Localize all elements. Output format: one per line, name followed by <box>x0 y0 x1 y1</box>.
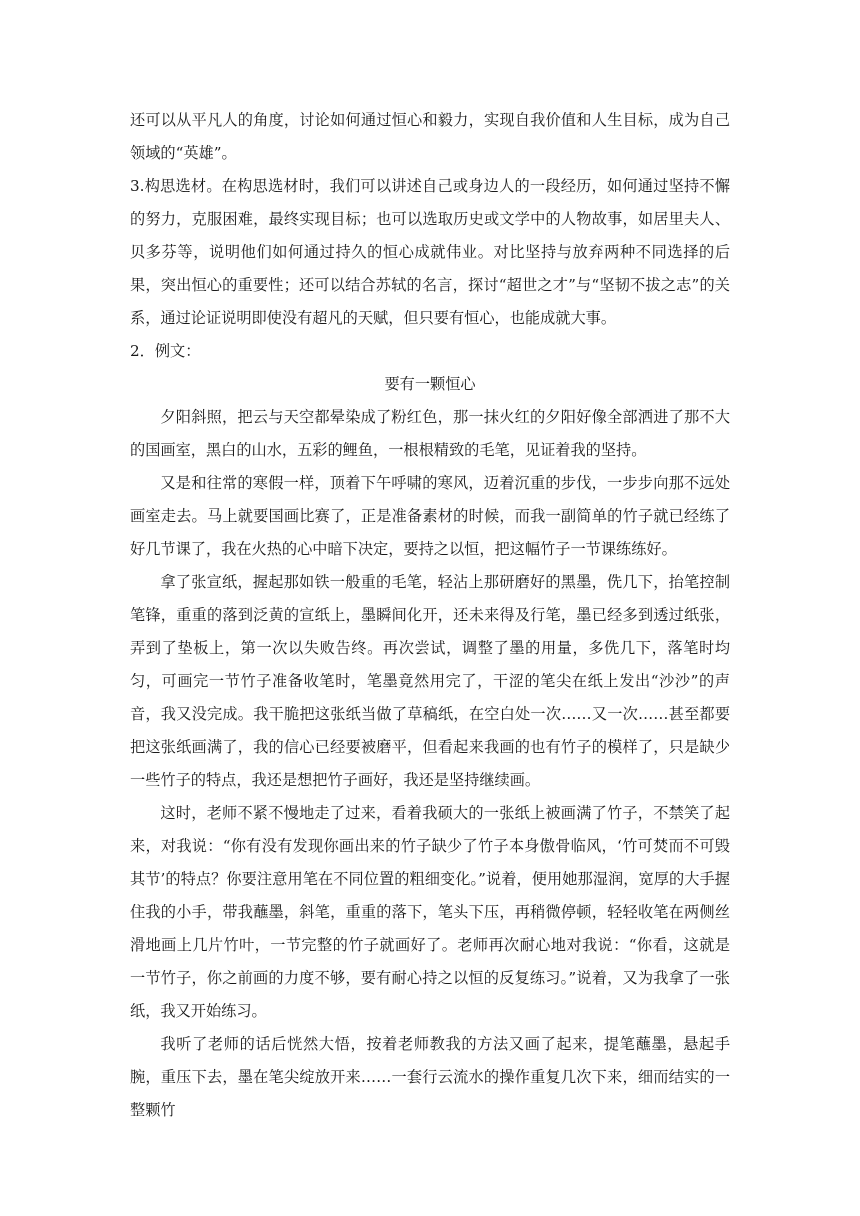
body-paragraph: 我听了老师的话后恍然大悟，按着老师教我的方法又画了起来，提笔蘸墨，悬起手腕，重压下去，墨在笔尖绽放开来……一套行云流水的操作重复几次下来，细而结实的一整颗竹 <box>130 1035 730 1119</box>
section-heading: 2．例文： <box>130 342 201 360</box>
body-paragraph: 3.构思选材。在构思选材时，我们可以讲述自己或身边人的一段经历，如何通过坚持不懈的努力，克服困难，最终实现目标；也可以选取历史或文学中的人物故事，如居里夫人、贝多芬等，说明他们如何通过持久的恒心成就伟业。对比坚持与放弃两种不同选择的后果，突出恒心的重要性；还可以结合苏轼的名言，探讨“超世之才”与“坚韧不拔之志”的关系，通过论证说明即使没有超凡的天赋，但只要有恒心，也能成就大事。 <box>130 177 730 327</box>
body-paragraph: 夕阳斜照，把云与天空都晕染成了粉红色，那一抹火红的夕阳好像全部洒进了那不大的国画室，黑白的山水，五彩的鲤鱼，一根根精致的毛笔，见证着我的坚持。 <box>130 408 730 459</box>
body-paragraph: 拿了张宣纸，握起那如铁一般重的毛笔，轻沾上那研磨好的黑墨，侁几下，抬笔控制笔锋，重重的落到泛黄的宣纸上，墨瞬间化开，还未来得及行笔，墨已经多到透过纸张，弄到了垫板上，第一次以失败告终。再次尝试，调整了墨的用量，多侁几下，落笔时均匀，可画完一节竹子准备收笔时，笔墨竟然用完了，干涩的笔尖在纸上发出“沙沙”的声音，我又没完成。我干脆把这张纸当做了草稿纸，在空白处一次……又一次……甚至都要把这张纸画满了，我的信心已经要被磨平，但看起来我画的也有竹子的模样了，只是缺少一些竹子的特点，我还是想把竹子画好，我还是坚持继续画。 <box>130 573 730 789</box>
essay-title: 要有一颗恒心 <box>384 375 476 393</box>
body-paragraph: 这时，老师不紧不慢地走了过来，看着我硕大的一张纸上被画满了竹子，不禁笑了起来，对我说：“你有没有发现你画出来的竹子缺少了竹子本身傲骨临风，‘竹可焚而不可毁其节’的特点？你要注意用笔在不同位置的粗细变化。”说着，便用她那湿润，宽厚的大手握住我的小手，带我蘸墨，斜笔，重重的落下，笔头下压，再稍微停顿，轻轻收笔在两侧丝滑地画上几片竹叶，一节完整的竹子就画好了。老师再次耐心地对我说：“你看，这就是一节竹子，你之前画的力度不够，要有耐心持之以恒的反复练习。”说着，又为我拿了一张纸，我又开始练习。 <box>130 804 730 1020</box>
body-paragraph: 还可以从平凡人的角度，讨论如何通过恒心和毅力，实现自我价值和人生目标，成为自己领域的“英雄”。 <box>130 111 730 162</box>
document-page <box>130 104 730 1127</box>
body-paragraph: 又是和往常的寒假一样，顶着下午呼啸的寒风，迈着沉重的步伐，一步步向那不远处画室走去。马上就要国画比赛了，正是准备素材的时候，而我一副简单的竹子就已经练了好几节课了，我在火热的心中暗下决定，要持之以恒，把这幅竹子一节课练练好。 <box>130 474 730 558</box>
